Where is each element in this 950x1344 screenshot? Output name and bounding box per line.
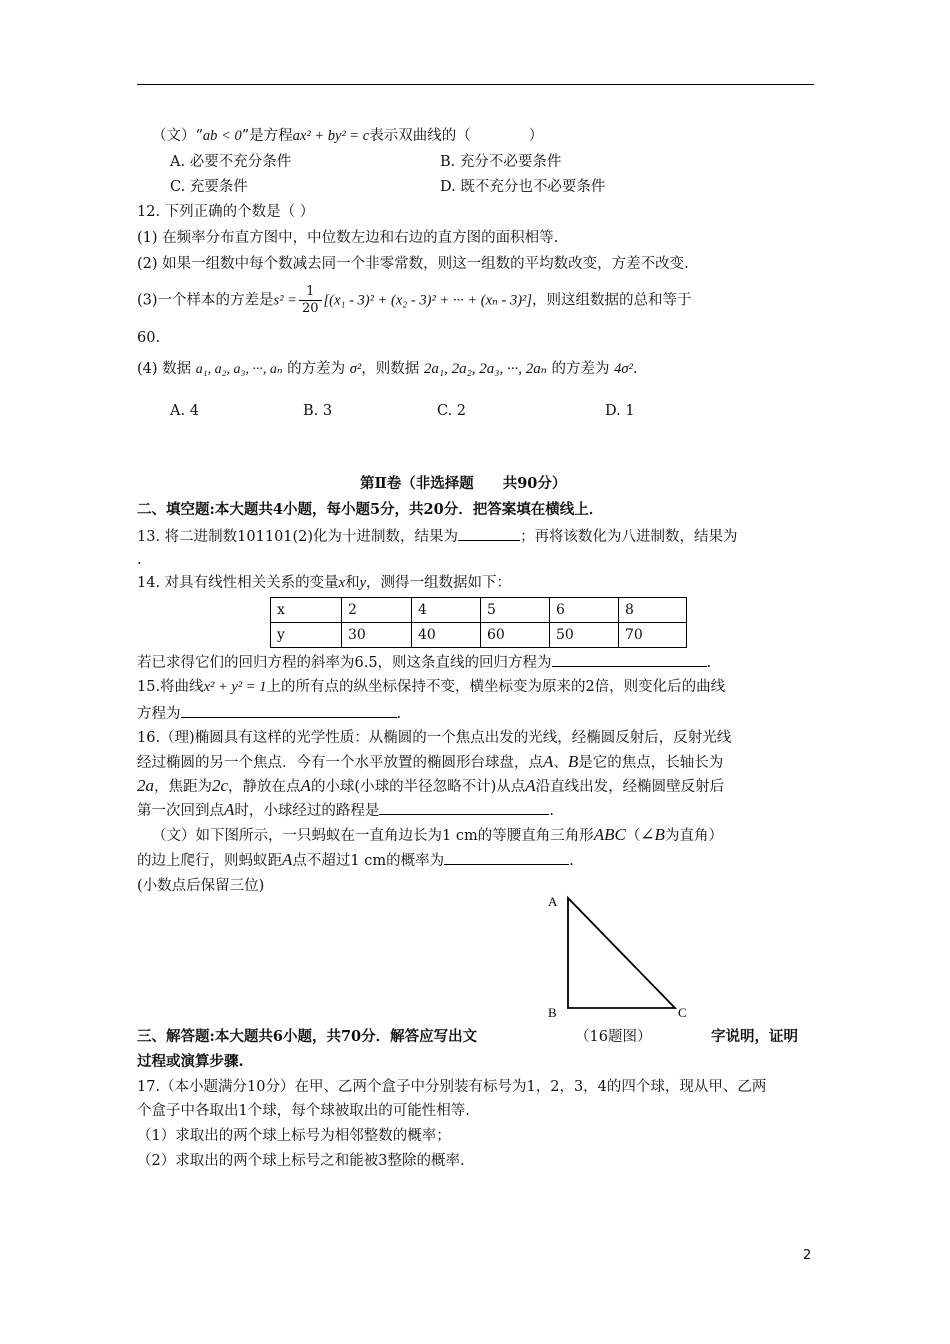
answer-header-c: 过程或演算步骤. xyxy=(137,1053,244,1070)
q11w-stem xyxy=(152,126,543,146)
q15-line2-text: 方程为 xyxy=(137,706,181,722)
q16-l4-pre: 第一次回到点 xyxy=(137,803,224,819)
q14-pre: 14. 对具有线性相关关系的变量 xyxy=(137,575,339,591)
header-rule xyxy=(137,84,814,85)
q12-statement-2: (2) 如果一组数中每个数减去同一个非零常数，则这一组数的平均数改变，方差不改变. xyxy=(137,256,689,272)
figure-label-a: A xyxy=(548,894,558,909)
q12-s3-lhs: s² = xyxy=(273,292,297,309)
q14-question xyxy=(137,652,711,673)
q16-l2-pre: 经过椭圆的另一个焦点．今有一个水平放置的椭圆形台球盘，点 xyxy=(137,755,543,771)
q16-l3-b: ，静放在点 xyxy=(228,779,301,795)
q17-part-1: （1）求取出的两个球上标号为相邻整数的概率； xyxy=(137,1128,451,1144)
q17-line-1: 17.（本小题满分10分）在甲、乙两个盒子中分别装有标号为1，2，3，4的四个球，现从甲、乙两 xyxy=(137,1079,767,1095)
table-cell: 50 xyxy=(550,623,619,648)
q16-sep: 、 xyxy=(553,755,568,771)
q14-stem xyxy=(137,573,511,593)
q16-l3-d: 沿直线出发，经椭圆壁反射后 xyxy=(535,779,725,795)
fill-in-header: 二、填空题:本大题共4小题，每小题5分，共20分．把答案填在横线上． xyxy=(137,501,604,518)
q11w-stem-post: 表示双曲线的（ ） xyxy=(369,128,544,144)
q12-statement-1: (1) 在频率分布直方图中，中位数左边和右边的直方图的面积相等. xyxy=(137,230,559,246)
q12-s3-fraction xyxy=(299,284,322,317)
q11w-option-d: D. 既不充分也不必要条件 xyxy=(440,179,606,195)
q16-line-4 xyxy=(137,800,554,821)
table-cell: 40 xyxy=(412,623,481,648)
q14-post: ，测得一组数据如下： xyxy=(366,575,512,591)
q13-text xyxy=(137,526,738,547)
q16-point-a: A xyxy=(282,850,293,869)
triangle-abc xyxy=(568,898,675,1008)
table-cell: 5 xyxy=(481,598,550,623)
q12-s4-data: a₁, a₂, a₃, ···, aₙ xyxy=(195,362,283,377)
q16w-line-2 xyxy=(137,850,574,871)
figure-label-c: C xyxy=(678,1005,687,1020)
q16w-l2-pre: 的边上爬行，则蚂蚁距 xyxy=(137,853,282,869)
table-cell: 8 xyxy=(619,598,687,623)
q16w-l2-post: 点不超过1 cm的概率为 xyxy=(292,853,445,869)
q16w-blank[interactable] xyxy=(444,850,569,865)
answer-header-b: 字说明，证明 xyxy=(711,1028,798,1045)
q16-l4-end: . xyxy=(549,803,554,819)
figure-caption: （16题图） xyxy=(575,1029,652,1045)
table-cell: 4 xyxy=(412,598,481,623)
q16-point-a: A xyxy=(525,776,536,795)
q15-line-2 xyxy=(137,703,401,724)
q14-var-x: x xyxy=(338,575,346,591)
q16-line-1: 16.（理)椭圆具有这样的光学性质：从椭圆的一个焦点出发的光线，经椭圆反射后，反射光线 xyxy=(137,730,732,746)
q16-point-b: B xyxy=(567,752,579,771)
part2-title: 第Ⅱ卷（非选择题 共90分） xyxy=(360,475,567,492)
q13-text-1: 13. 将二进制数101101(2)化为十进制数，结果为 xyxy=(137,529,459,545)
answer-header-a: 三、解答题:本大题共6小题，共70分．解答应写出文 xyxy=(137,1028,478,1045)
page-number: 2 xyxy=(803,1248,812,1263)
triangle-figure xyxy=(540,885,720,1020)
q12-s4-data2: 2a₁, 2a₂, 2a₃, ···, 2aₙ xyxy=(423,361,547,377)
q16w-angle: ∠B xyxy=(640,825,665,844)
table-row xyxy=(271,623,687,648)
q11w-stem-pre: （文）“ xyxy=(152,128,203,144)
q12-s3-pre: (3)一个样本的方差是 xyxy=(137,292,274,309)
q16-focal-distance: 2c xyxy=(212,776,229,795)
q14-end: . xyxy=(706,655,712,671)
q15-equation: x² + y² = 1 xyxy=(203,679,267,695)
q12-statement-3-cont: 60. xyxy=(137,330,161,346)
q15-blank[interactable] xyxy=(181,703,397,718)
q16w-l1-pre: （文）如下图所示，一只蚂蚁在一直角边长为1 cm的等腰直角三角形 xyxy=(152,828,594,844)
q17-line-2: 个盒子中各取出1个球，每个球被取出的可能性相等. xyxy=(137,1103,470,1119)
table-cell: 70 xyxy=(619,623,687,648)
q16w-paren: （ xyxy=(625,828,641,844)
q11w-option-a: A. 必要不充分条件 xyxy=(170,154,292,170)
q12-statement-4 xyxy=(137,356,637,383)
q14-blank[interactable] xyxy=(552,652,707,667)
q16-point-a: A xyxy=(543,752,554,771)
q12-s4-mid: 的方差为 xyxy=(287,361,346,377)
q12-s4-pre: (4) 数据 xyxy=(137,361,192,377)
fraction-numerator: 1 xyxy=(299,284,322,301)
q12-s3-sum: [(x₁ - 3)² + (x₂ - 3)² + ··· + (xₙ - 3)²] xyxy=(323,292,533,309)
q16-line-3 xyxy=(137,776,724,797)
q15-post: 上的所有点的纵坐标保持不变，横坐标变为原来的2倍，则变化后的曲线 xyxy=(266,679,726,695)
table-cell: 30 xyxy=(342,623,412,648)
q11w-condition: ab < 0 xyxy=(202,128,242,144)
table-row xyxy=(271,598,687,623)
q14-data-table xyxy=(270,597,687,648)
q12-stem: 12. 下列正确的个数是（ ） xyxy=(137,204,315,220)
q12-option-c: C. 2 xyxy=(437,403,467,419)
q16-l2-post: 是它的焦点，长轴长为 xyxy=(578,755,724,771)
q14-after-text: 若已求得它们的回归方程的斜率为6.5，则这条直线的回归方程为 xyxy=(137,655,552,671)
table-cell: 6 xyxy=(550,598,619,623)
q15-pre: 15.将曲线 xyxy=(137,679,204,695)
q15-end: . xyxy=(396,706,402,722)
q12-s4-variance2: 4σ² xyxy=(614,361,633,377)
q17-part-2: （2）求取出的两个球上标号之和能被3整除的概率. xyxy=(137,1153,465,1169)
q13-text-2: ；再将该数化为八进制数，结果为 xyxy=(520,529,738,545)
table-cell: 60 xyxy=(481,623,550,648)
q16-l4-post: 时，小球经过的路程是 xyxy=(234,803,380,819)
q12-option-a: A. 4 xyxy=(170,403,199,419)
table-cell: 2 xyxy=(342,598,412,623)
q16-point-a: A xyxy=(224,800,235,819)
q16w-triangle: ABC xyxy=(593,825,626,844)
q12-s3-post: ，则这组数据的总和等于 xyxy=(532,292,692,309)
q16-line-2 xyxy=(137,752,723,773)
fraction-denominator: 20 xyxy=(301,301,319,316)
q12-s4-end: . xyxy=(632,361,638,377)
table-cell: y xyxy=(271,623,342,648)
figure-label-b: B xyxy=(548,1005,557,1020)
q11w-stem-mid: ”是方程 xyxy=(241,128,293,144)
q16-point-a: A xyxy=(300,776,311,795)
q12-s4-mid2: ，则数据 xyxy=(361,361,420,377)
q13-blank-2-line: . xyxy=(137,552,142,568)
q12-s4-variance: σ² xyxy=(349,361,362,377)
q16w-line-1 xyxy=(152,825,723,846)
q11w-option-c: C. 充要条件 xyxy=(170,179,248,195)
q12-option-b: B. 3 xyxy=(303,403,333,419)
q11w-equation: ax² + by² = c xyxy=(292,128,370,144)
q12-s4-mid3: 的方差为 xyxy=(551,361,610,377)
q14-var-y: y xyxy=(359,575,367,591)
q16-l3-a: ，焦距为 xyxy=(154,779,212,795)
q16-l3-c: 的小球(小球的半径忽略不计)从点 xyxy=(310,779,526,795)
q16-blank[interactable] xyxy=(379,800,549,815)
q15-line-1 xyxy=(137,677,725,697)
q11w-option-b: B. 充分不必要条件 xyxy=(440,154,562,170)
table-cell: x xyxy=(271,598,342,623)
q16w-l2-end: . xyxy=(569,853,574,869)
q12-statement-3 xyxy=(137,284,692,317)
q16-major-axis: 2a xyxy=(137,776,154,795)
q12-option-d: D. 1 xyxy=(605,403,635,419)
q14-and: 和 xyxy=(345,575,360,591)
q16w-line-3: (小数点后保留三位) xyxy=(137,878,265,894)
q16w-l1-post: 为直角） xyxy=(664,828,723,844)
q13-blank-1[interactable] xyxy=(458,526,520,541)
